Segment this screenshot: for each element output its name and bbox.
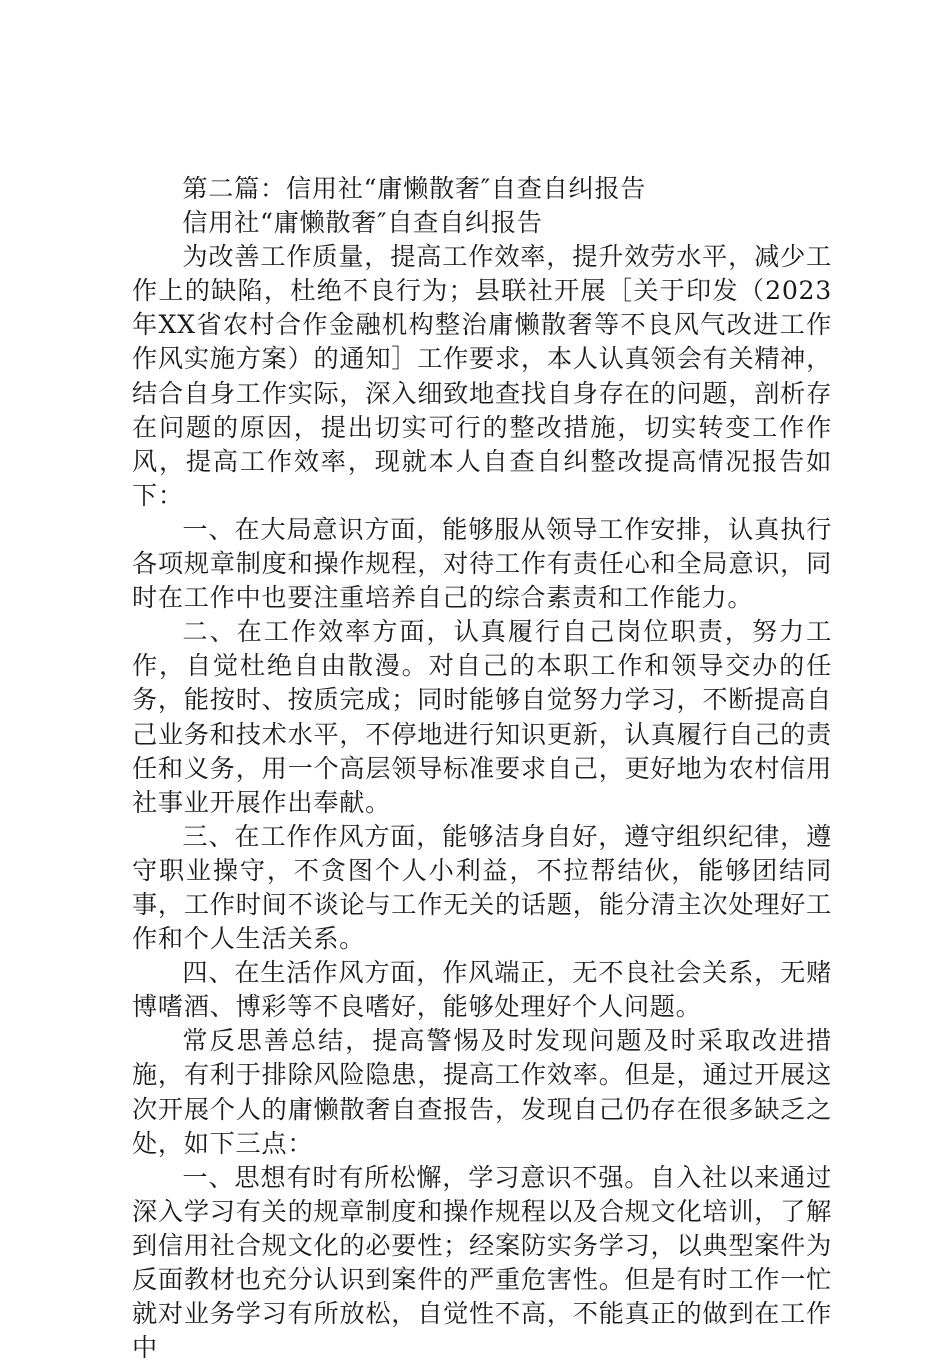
- document-body: [132, 172, 832, 1365]
- document-heading: 第二篇：信用社“庸懒散奢″自查自纠报告: [182, 174, 647, 203]
- document-subheading: 信用社“庸懒散奢″自查自纠报告: [182, 208, 543, 238]
- paragraph-overall-awareness: 一、在大局意识方面，能够服从领导工作安排，认真执行各项规章制度和操作规程，对待工作有责任心和全局意识，同时在工作中也要注重培养自己的综合素责和工作能力。: [132, 514, 832, 613]
- paragraph-work-efficiency: 二、在工作效率方面，认真履行自己岗位职责，努力工作，自觉杜绝自由散漫。对自己的本职工作和领导交办的任务，能按时、按质完成；同时能够自觉努力学习，不断提高自己业务和技术水平，不停地进行知识更新，认真履行自己的责任和义务，用一个高层领导标准要求自己，更好地为农村信用社事业开展作出奉献。: [132, 617, 832, 817]
- paragraph-life-style: 四、在生活作风方面，作风端正，无不良社会关系，无赌博嗜酒、博彩等不良嗜好，能够处理好个人问题。: [132, 958, 832, 1022]
- paragraph-shortcoming-1: 一、思想有时有所松懈，学习意识不强。自入社以来通过深入学习有关的规章制度和操作规程以及合规文化培训，了解到信用社合规文化的必要性；经案防实务学习，以典型案件为反面教材也充分认识到案件的严重危害性。但是有时工作一忙就对业务学习有所放松，自觉性不高，不能真正的做到在工作中: [132, 1162, 832, 1363]
- paragraph-intro: 为改善工作质量，提高工作效率，提升效劳水平，减少工作上的缺陷，杜绝不良行为；县联社开展［关于印发（2023年XX省农村合作金融机构整治庸懒散奢等不良风气改进工作作风实施方案）的通知］工作要求，本人认真领会有关精神，结合自身工作实际，深入细致地查找自身存在的问题，剖析存在问题的原因，提出切实可行的整改措施，切实转变工作作风，提高工作效率，现就本人自查自纠整改提高情况报告如下：: [132, 242, 832, 510]
- paragraph-reflection: 常反思善总结，提高警惕及时发现问题及时采取改进措施，有利于排除风险隐患，提高工作效率。但是，通过开展这次开展个人的庸懒散奢自查报告，发现自己仍存在很多缺乏之处，如下三点：: [132, 1026, 832, 1158]
- paragraph-work-style: 三、在工作作风方面，能够洁身自好，遵守组织纪律，遵守职业操守，不贪图个人小利益，不拉帮结伙，能够团结同事，工作时间不谈论与工作无关的话题，能分清主次处理好工作和个人生活关系。: [132, 821, 832, 954]
